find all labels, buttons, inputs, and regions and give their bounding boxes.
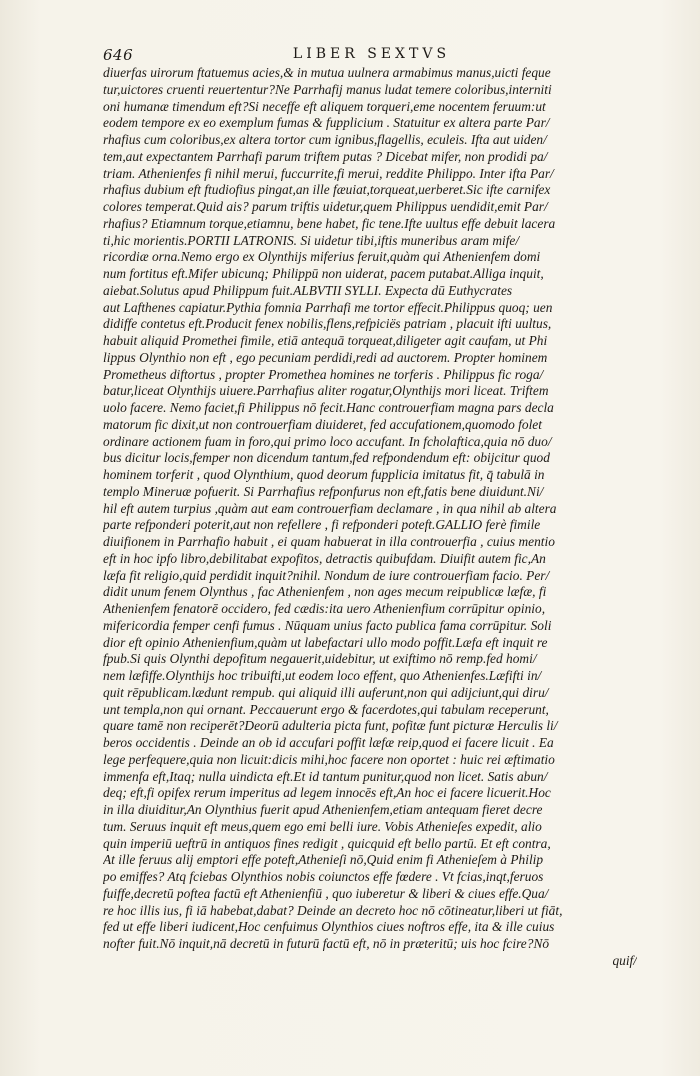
text-line: Prometheus diftortus , propter Promethea homines ne torferis . Philippus fic roga/ bbox=[103, 366, 544, 382]
text-line: fpub.Si quis Olynthi depofitum negauerit,uidebitur, ut exiftimo nō remp.fed homi/ bbox=[103, 651, 537, 667]
text-line: po emiffes? Atq fciebas Olynthios nobis coiunctos effe fœdere . Vt fcias,inqt,feruos bbox=[103, 869, 544, 884]
text-line: rhafius dubium eft ftudiofius pingat,an ille fæuiat,torqueat,uerberet.Sic ifte carnifex bbox=[103, 182, 551, 198]
text-line: nofter fuit.Nō inquit,nā decretū in futurū factū eft, nō in præteritū; uis hoc fcire?Nō bbox=[103, 936, 550, 951]
text-line: fed ut effe liberi iudicent,Hoc cenfuimus Olynthios ciues noftros effe, ita & ille cuius bbox=[103, 919, 555, 935]
text-line: habuit aliquid Promethei fimile, etiā antequā torqueat,diligeter agit caufam, ut Phi bbox=[103, 333, 548, 348]
text-line: quin imperiū ueftrū in antiquos fines redigit , quicquid eft bello partū. Et eft contra, bbox=[103, 835, 551, 851]
text-line: mifericordia femper cenfi fumus . Nūquam unius facto publica fama corrūpitur. Soli bbox=[103, 617, 552, 633]
text-line: ricordiæ orna.Nemo ergo ex Olynthijs miferius feruit,quàm qui Athenienfem domi bbox=[103, 249, 541, 265]
text-line: nem læfiffe.Olynthijs hoc tribuifti,ut eodem loco effent, quo Athenienfes.Læfifti in/ bbox=[103, 668, 542, 683]
text-line: rhafius cum coloribus,ex altera tortor cum ignibus,flagellis, eculeis. Ifta aut uiden/ bbox=[103, 132, 547, 147]
text-line: læfa fit religio,quid perdidit inquit?nihil. Nondum de iure controuerfiam facio. Per/ bbox=[103, 567, 550, 583]
text-line: didiffe contetus eft.Producit fenex nobilis,flens,refpiciës patriam , placuit ifti uultus, bbox=[103, 316, 552, 332]
text-line: didit unum fenem Olynthus , fac Athenienfem , non ages mecum reipublicæ læfæ, fi bbox=[103, 584, 547, 600]
text-line: aiebat.Solutus apud Philippum fuit.ALBVTII SYLLI. Expecta dū Euthycrates bbox=[103, 282, 513, 298]
text-line: hil eft autem turpius ,quàm aut eam controuerfiam declamare , in qua nihil ab altera bbox=[103, 500, 557, 516]
text-line: tur,uictores cruenti reuertentur?Ne Parrhafij manus ludat temere coloribus,interniti bbox=[103, 81, 552, 97]
text-line: parte refponderi poterit,aut non refellere , fi refponderi poteft.GALLIO ferè fimile bbox=[103, 517, 541, 533]
text-line: deq; eft,fi opifex rerum imperitus ad legem innocēs eft,An hoc ei facere licuerit.Hoc bbox=[103, 785, 551, 801]
text-line: At ille feruus alij emptori effe poteft,Athenieſi nō,Quid enim fi Athenieſem à Philip bbox=[103, 852, 544, 868]
text-line: Athenienfem fenatorē occidero, fed cædis:ita uero Athenienfium corrūpitur opinio, bbox=[103, 601, 546, 616]
text-line: in illa diuiditur,An Olynthius fuerit apud Athenienfem,etiam antequam fieret decre bbox=[103, 802, 543, 817]
body-text bbox=[103, 65, 637, 970]
text-line: lippus Olynthio non eft , ego pecuniam perdidi,redi ad auctorem. Propter hominem bbox=[103, 349, 548, 365]
text-line: triam. Athenienfes fi nihil merui, fuccurrite,fi merui, reddite Philippo. Inter ifta Par/ bbox=[103, 165, 554, 181]
text-line: unt templa,non qui ornant. Peccauerunt ergo & facerdotes,qui tabulam receperunt, bbox=[103, 701, 549, 717]
text-line: uolo facere. Nemo faciet,fi Philippus nō fecit.Hanc controuerfiam magna pars decla bbox=[103, 400, 554, 415]
text-line: diuerfas uirorum ftatuemus acies,& in mutua uulnera armabimus manus,uicti feque bbox=[103, 65, 551, 80]
text-line: diuifionem in Parrhafio habuit , ei quam habuerat in illa controuerfia , cuius mentio bbox=[103, 534, 555, 549]
text-line: bus dicitur locis,femper non dicendum tantum,fed refpondendum eft: obijcitur quod bbox=[103, 450, 550, 466]
book-title: LIBER SEXTVS bbox=[292, 46, 451, 62]
text-line: lege perfequere,quia non licuit:dicis mihi,hoc facere non oportet : huic rei æftimatio bbox=[103, 751, 555, 767]
page-number: 646 bbox=[103, 46, 134, 64]
catchword: quif/ bbox=[612, 952, 637, 968]
text-line: batur,liceat Olynthijs uiuere.Parrhafius aliter rogatur,Olynthijs mori liceat. Triftem bbox=[103, 383, 549, 399]
text-line: oni humanæ timendum eft?Si neceffe eft aliquem torqueri,eme nocentem feruum:ut bbox=[103, 98, 546, 114]
text-line: eodem tempore ex eo exemplum fumas & fupplicium . Statuitur ex altera parte Par/ bbox=[103, 115, 550, 131]
text-line: tem,aut expectantem Parrhafi parum triftem putas ? Dicebat mifer, non prodidi pa/ bbox=[103, 148, 548, 164]
text-line: matorum fic dixit,ut non controuerfiam diuideret, fed accufationem,quomodo folet bbox=[103, 416, 542, 432]
text-line: quit rēpublicam.lædunt rempub. qui aliquid illi auferunt,non qui adijciunt,qui diru/ bbox=[103, 684, 549, 700]
text-line: aut Lafthenes capiatur.Pythia fomnia Parrhafi me tortor effecit.Philippus quoq; uen bbox=[103, 299, 553, 315]
text-line: colores temperat.Quid ais? parum triftis uidetur,quem Philippus uendidit,emit Par/ bbox=[103, 199, 548, 214]
text-line: quare tamē non reciperēt?Deorū adulteria picta funt, pofitæ funt picturæ Herculis li/ bbox=[103, 718, 558, 734]
text-line: templo Mineruæ pofuerit. Si Parrhafius refponfurus non eft,fatis bene diuidunt.Ni/ bbox=[103, 483, 544, 499]
text-line: num fortitus eft.Mifer ubicunq; Philippū non uiderat, pacem putabat.Alliga inquit, bbox=[103, 266, 544, 281]
text-line: ti,hic morientis.PORTII LATRONIS. Si uidetur tibi,iftis muneribus aram mife/ bbox=[103, 232, 520, 248]
text-line: eft in hoc ipfo libro,debilitabat expofitos, detractis quibufdam. Diuifit autem fic,An bbox=[103, 550, 546, 566]
text-line: re hoc illis ius, fi iā habebat,dabat? Deinde an decreto hoc nō cōtineatur,liberi ut fiāt, bbox=[103, 902, 563, 918]
text-line: dior eft opinio Athenienfium,quàm ut labefactari ullo modo poffit.Læfa eft inquit re bbox=[103, 634, 548, 650]
text-line: beros occidentis . Deinde an ob id accufari poffit læfæ reip,quod ei facere licuit . Ea bbox=[103, 735, 554, 750]
text-line: fuiffe,decretū poftea factū eft Athenienfiū , quo iuberetur & liberi & ciues effe.Qua/ bbox=[103, 885, 549, 901]
text-line: ordinare actionem fuam in foro,qui primo loco accufant. In fcholaftica,quia nō duo/ bbox=[103, 433, 552, 449]
text-line: rhafius? Etiamnum torque,etiamnu, bene habet, fic tene.Ifte uultus effe debuit lacera bbox=[103, 215, 556, 231]
running-head bbox=[103, 46, 640, 66]
text-line: hominem torferit , quod Olynthium, quod deorum fupplicia imitatus fit, q̄ tabulā in bbox=[103, 467, 545, 482]
text-line: tum. Seruus inquit eft meus,quem ego emi belli iure. Vobis Athenieſes expedit, alio bbox=[103, 818, 542, 834]
text-line: immenfa eft,Itaq; nulla uindicta eft.Et id tantum punitur,quod non licet. Satis abun/ bbox=[103, 768, 548, 784]
